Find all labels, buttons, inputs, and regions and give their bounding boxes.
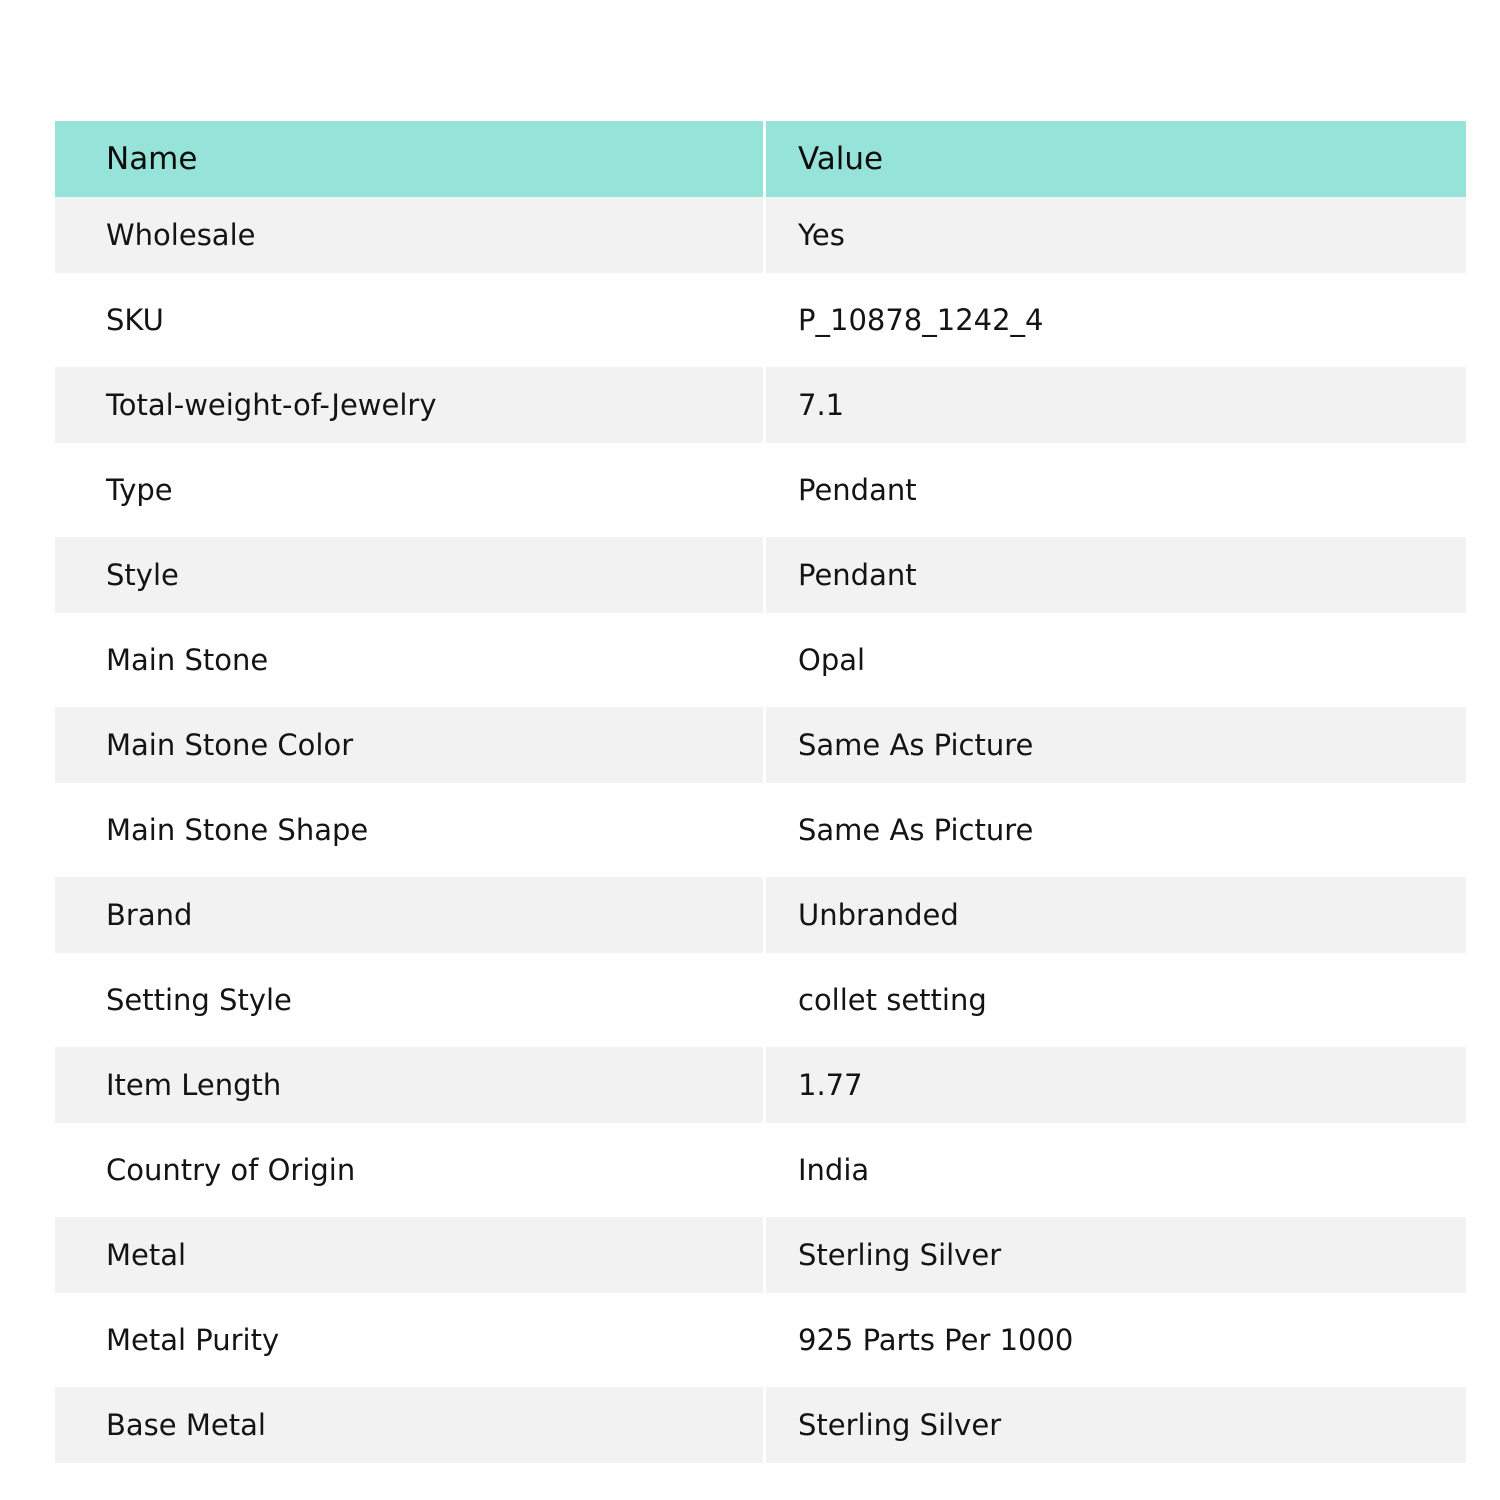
table-row [55,1047,1466,1123]
table-row [55,953,1466,1047]
row-name-cell: SKU [55,273,766,367]
row-name-cell: Main Stone Shape [55,783,766,877]
row-value-cell: Same As Picture [766,783,1466,877]
row-name-cell: Main Stone [55,613,766,707]
row-value-cell: India [766,1123,1466,1217]
table-row [55,197,1466,273]
table-row [55,707,1466,783]
row-name-cell: Main Stone Color [55,707,766,783]
row-value-cell: 1.77 [766,1047,1466,1123]
table-row [55,1217,1466,1293]
row-value-cell: Sterling Silver [766,1387,1466,1463]
row-value-cell: Pendant [766,537,1466,613]
row-value-cell: collet setting [766,953,1466,1047]
table-body [55,197,1466,1463]
table-row [55,367,1466,443]
row-value-cell: Unbranded [766,877,1466,953]
row-name-cell: Style [55,537,766,613]
table-row [55,1123,1466,1217]
row-name-cell: Country of Origin [55,1123,766,1217]
table-row [55,877,1466,953]
row-value-cell: P_10878_1242_4 [766,273,1466,367]
table-row [55,273,1466,367]
table-header [55,121,1466,197]
table-row [55,1293,1466,1387]
row-name-cell: Metal Purity [55,1293,766,1387]
column-header-value: Value [766,121,1466,197]
row-name-cell: Total-weight-of-Jewelry [55,367,766,443]
table-row [55,1387,1466,1463]
header-row [55,121,1466,197]
table-row [55,443,1466,537]
row-name-cell: Metal [55,1217,766,1293]
row-value-cell: Same As Picture [766,707,1466,783]
table-row [55,783,1466,877]
column-header-name: Name [55,121,766,197]
row-value-cell: 7.1 [766,367,1466,443]
row-value-cell: Pendant [766,443,1466,537]
row-name-cell: Brand [55,877,766,953]
row-name-cell: Base Metal [55,1387,766,1463]
table-row [55,537,1466,613]
row-value-cell: Yes [766,197,1466,273]
row-value-cell: Opal [766,613,1466,707]
row-name-cell: Wholesale [55,197,766,273]
row-name-cell: Item Length [55,1047,766,1123]
row-name-cell: Setting Style [55,953,766,1047]
row-value-cell: Sterling Silver [766,1217,1466,1293]
row-value-cell: 925 Parts Per 1000 [766,1293,1466,1387]
table-row [55,613,1466,707]
specifications-table [55,121,1466,1463]
row-name-cell: Type [55,443,766,537]
